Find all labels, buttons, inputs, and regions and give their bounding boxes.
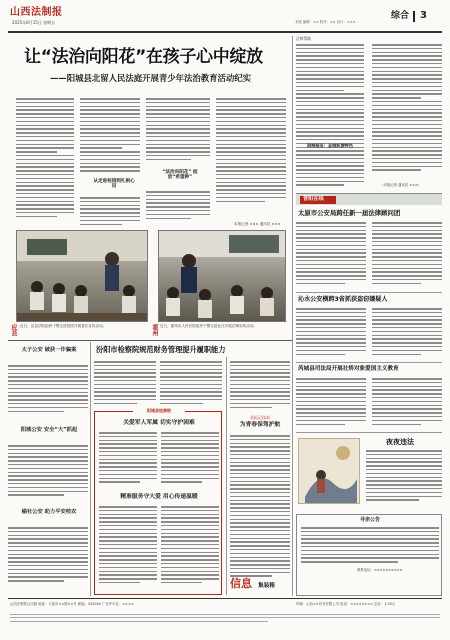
news-divider-2 xyxy=(296,362,442,363)
bottom-left-headline-3: 榆社公安 助力平安校农 xyxy=(21,509,77,515)
lead-body-col-2b xyxy=(80,197,140,227)
bottom-left-headline-1: 太子公安 破获一诈骗案 xyxy=(21,347,77,353)
center-right-col-body xyxy=(230,435,290,579)
bottom-left-headline-2: 阳城公安 安全“大”抓起 xyxy=(20,427,78,433)
lead-body-col-3b xyxy=(146,191,210,221)
info-ad-notice-body xyxy=(301,527,439,565)
center-box-col-1a xyxy=(99,432,157,485)
center-right-title: 为青春保驾护航 xyxy=(239,422,281,428)
center-right-tag: 从标记技术 xyxy=(250,415,270,420)
bottom-left-body-1 xyxy=(8,365,88,414)
right-top-tag: 法律帮助 xyxy=(296,36,312,41)
center-box-label: 阳城县检察院 xyxy=(147,408,171,413)
info-banner xyxy=(230,578,292,596)
photo-caption-right: 近日，霍州市人民法院组织干警走进社区开展法律宣传活动。 xyxy=(160,324,258,328)
paper-name: 山西法制报 xyxy=(10,7,63,18)
date-line: 2025年8月15日 星期五 xyxy=(12,20,56,25)
night-column-body xyxy=(366,450,442,503)
right-top-col-1 xyxy=(296,44,364,169)
photo-label-left: 应县 xyxy=(10,324,17,336)
news-item-3 xyxy=(296,364,442,432)
masthead-rule xyxy=(8,31,442,33)
center-box-sub1: 关爱军人军属 切实守护困难 xyxy=(123,420,195,426)
lead-body-col-3 xyxy=(146,98,210,163)
night-column-title: 夜夜违法 xyxy=(386,438,414,446)
news-item-2 xyxy=(296,294,442,362)
column-divider-bottom-left xyxy=(90,342,91,596)
news-item-3-title: 芮城县司法局开展社矫对象爱国主义教育 xyxy=(298,366,399,372)
info-banner-title-sub: 集装箱 xyxy=(258,583,275,589)
footer-left: 山西法制报社出版 地址：太原市××路××号 邮编：030000 广告许可证：×××× xyxy=(10,602,134,606)
center-right-col-top xyxy=(230,361,290,410)
classroom-photo-right xyxy=(158,230,286,322)
news-item-1-col-2 xyxy=(372,222,442,287)
right-top-story xyxy=(296,36,442,190)
news-item-2-title: 沁水公安横跨3省抓获盗窃嫌疑人 xyxy=(298,296,388,303)
center-right-divider xyxy=(226,357,227,595)
right-top-byline: （本报记者 通讯员 ×××） xyxy=(380,183,422,187)
online-banner xyxy=(296,193,442,205)
center-story-col-1 xyxy=(94,361,156,407)
news-item-3-col-1 xyxy=(296,378,366,427)
night-column xyxy=(296,434,442,512)
news-item-3-col-2 xyxy=(372,378,442,427)
center-box-col-2b xyxy=(161,506,219,586)
photo-label-right: 霍州 xyxy=(151,324,158,336)
page-number-bar xyxy=(413,11,415,22)
right-top-col-1b xyxy=(296,154,364,188)
online-banner-label: 晋阳在线 xyxy=(303,195,324,202)
lead-byline: 本报记者 ××× 通讯员 ××× xyxy=(234,222,281,226)
center-story-title: 汾阳市检察院规范财务管理提升履职能力 xyxy=(96,345,226,354)
center-box-col-1b xyxy=(99,506,157,586)
section-label: 综合 xyxy=(391,11,410,21)
lead-pullquote-1: 从走进校园到扎根心田 xyxy=(93,179,135,190)
center-box-sub2: 精准服务守大爱 用心传递温暖 xyxy=(120,494,198,500)
center-story-col-2 xyxy=(160,361,222,407)
lead-subtitle: ——阳城县北留人民法庭开展青少年法治教育活动纪实 xyxy=(50,73,251,83)
footer-right: 印刷：山西××印务有限公司 电话：×××××××× 定价：1.00元 xyxy=(296,602,396,606)
right-top-col-2 xyxy=(372,44,442,173)
info-ad xyxy=(296,514,442,596)
lead-body-col-4 xyxy=(216,98,286,204)
center-story xyxy=(94,343,290,596)
bottom-left-column xyxy=(8,343,88,596)
bottom-section-rule xyxy=(8,340,292,341)
news-item-2-col-2 xyxy=(372,308,442,357)
news-item-2-col-1 xyxy=(296,308,366,357)
news-item-1-title: 太原市公安局跨任新一届法律顾问团 xyxy=(298,209,401,217)
info-ad-contact: 联系电话：×××××××××× xyxy=(357,568,403,572)
night-column-illustration xyxy=(298,438,360,504)
center-box-col-2a xyxy=(161,432,219,485)
footer-extra-lines xyxy=(10,614,440,624)
editor-line: 本版 编辑：×× 校对：×× 设计：××× xyxy=(295,20,356,24)
info-ad-logo xyxy=(97,581,157,595)
news-divider-1 xyxy=(296,292,442,293)
news-item-1-col-1 xyxy=(296,222,366,287)
bottom-left-body-2 xyxy=(8,445,88,498)
right-top-subheading: 网格服务：金城秋游特色 xyxy=(306,143,354,148)
info-banner-title-main: 信息 xyxy=(230,577,252,590)
center-right-story xyxy=(230,357,290,595)
page-number: 3 xyxy=(420,10,427,21)
footer-rule xyxy=(8,598,442,599)
lead-body-col-1 xyxy=(16,98,74,220)
lead-pullquote-2: “法治向阳花” 绽放“希望种” xyxy=(162,170,198,181)
lead-body-col-2 xyxy=(80,98,140,174)
classroom-photo-left xyxy=(16,230,148,322)
lead-title: 让“法治向阳花”在孩子心中绽放 xyxy=(24,47,263,67)
center-box xyxy=(94,408,222,595)
news-divider-3 xyxy=(296,432,442,433)
column-divider-main xyxy=(292,36,293,596)
lead-story xyxy=(8,34,291,340)
photo-caption-left: 近日，应县法院组织干警走进校园开展普法宣传活动。 xyxy=(20,324,107,328)
info-ad-notice-title: 寻亲公告 xyxy=(359,517,380,523)
news-item-1 xyxy=(296,208,442,292)
bottom-left-body-3 xyxy=(8,527,88,584)
